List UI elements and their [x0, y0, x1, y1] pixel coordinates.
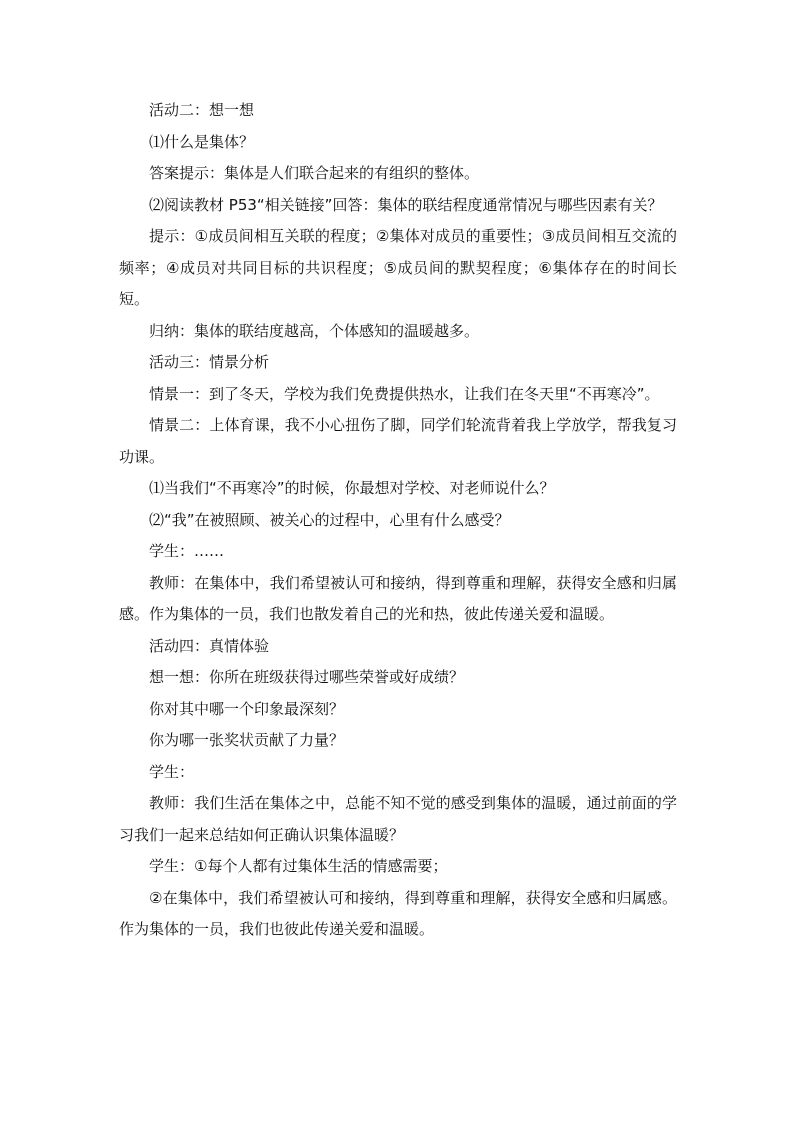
summary-paragraph: 归纳：集体的联结度越高，个体感知的温暖越多。 — [149, 321, 480, 340]
scenario-two: 情景二：上体育课，我不小心扭伤了脚，同学们轮流背着我上学放学，帮我复习功课。 — [119, 416, 677, 466]
hint-paragraph: 提示：①成员间相互关联的程度；②集体对成员的重要性；③成员间相互交流的频率；④成员对共同目标的共识程度；⑤成员间的默契程度；⑥集体存在的时间长短。 — [119, 227, 677, 308]
scenario-one: 情景一：到了冬天，学校为我们免费提供热水，让我们在冬天里“不再寒冷”。 — [149, 384, 660, 403]
teacher-paragraph: 教师：在集体中，我们希望被认可和接纳，得到尊重和理解，获得安全感和归属感。作为集体的一员，我们也散发着自己的光和热，彼此传递关爱和温暖。 — [119, 573, 677, 623]
heading-activity-four: 活动四：真情体验 — [149, 636, 270, 655]
heading-activity-two: 活动二：想一想 — [149, 101, 255, 119]
reflection-question-2: 你对其中哪一个印象最深刻？ — [149, 699, 345, 718]
student-label: 学生： — [149, 762, 195, 781]
reflection-question-3: 你为哪一张奖状贡献了力量？ — [149, 731, 345, 749]
student-summary-1: 学生：①每个人都有过集体生活的情感需要； — [149, 857, 448, 875]
question-2: ⑵阅读教材 P53“相关链接”回答：集体的联结程度通常情况与哪些因素有关？ — [149, 195, 663, 214]
student-summary-2: ②在集体中，我们希望被认可和接纳，得到尊重和理解，获得安全感和归属感。作为集体的一员，我们也彼此传递关爱和温暖。 — [119, 888, 677, 938]
heading-activity-three: 活动三：情景分析 — [149, 353, 270, 371]
answer-hint: 答案提示：集体是人们联合起来的有组织的整体。 — [149, 164, 480, 182]
scenario-question-1: ⑴当我们“不再寒冷”的时候，你最想对学校、对老师说什么？ — [149, 479, 555, 497]
student-response: 学生：…… — [149, 542, 225, 560]
teacher-summary-question: 教师：我们生活在集体之中，总能不知不觉的感受到集体的温暖，通过前面的学习我们一起来总结如何正确认识集体温暖？ — [119, 794, 677, 844]
reflection-question-1: 想一想：你所在班级获得过哪些荣誉或好成绩？ — [149, 668, 465, 686]
question-1: ⑴什么是集体？ — [149, 132, 255, 151]
scenario-question-2: ⑵“我”在被照顾、被关心的过程中，心里有什么感受？ — [149, 510, 510, 529]
document-body — [119, 95, 677, 946]
